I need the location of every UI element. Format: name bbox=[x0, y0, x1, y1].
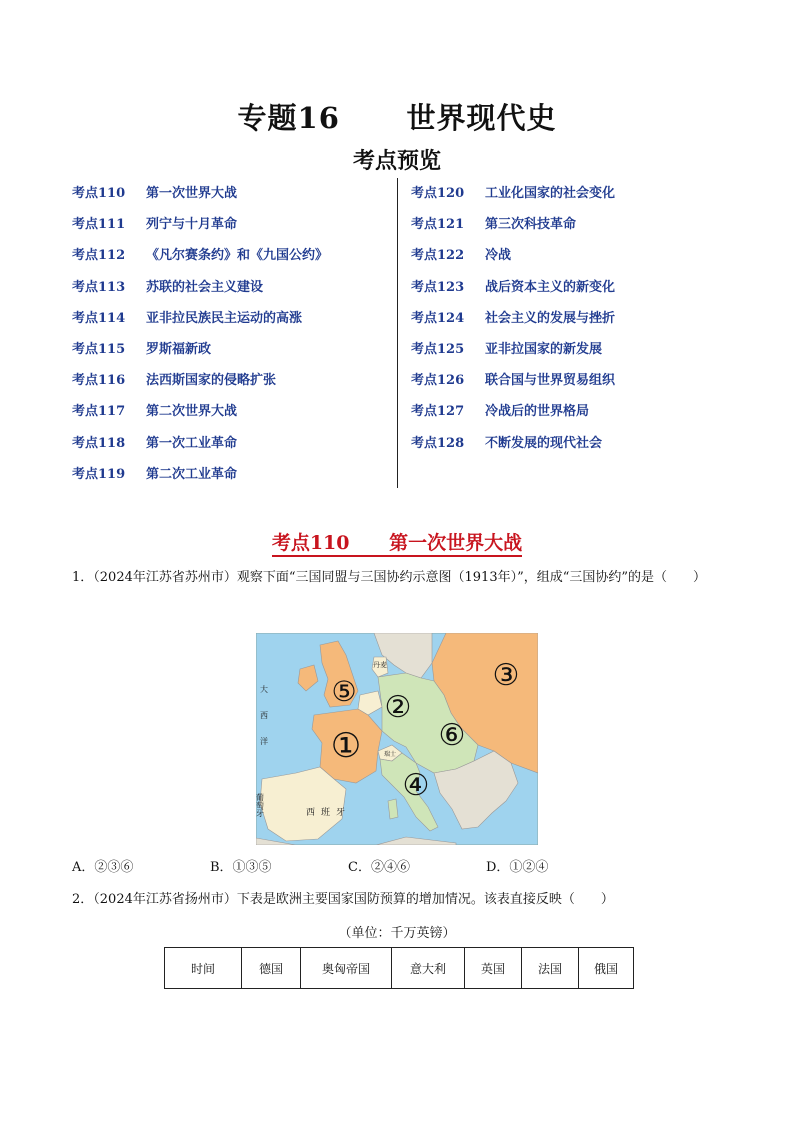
toc-label: 联合国与世界贸易组织 bbox=[485, 373, 616, 389]
table-header-row bbox=[165, 948, 634, 989]
toc-label: 第一次工业革命 bbox=[146, 435, 238, 451]
toc-label: 第三次科技革命 bbox=[485, 217, 577, 233]
toc-label: 社会主义的发展与挫折 bbox=[485, 310, 616, 326]
map-marker-6: ⑥ bbox=[438, 718, 466, 753]
table-header-cell: 法国 bbox=[522, 948, 579, 989]
toc-divider bbox=[397, 178, 398, 488]
toc-item[interactable] bbox=[411, 428, 615, 459]
toc-label: 冷战后的世界格局 bbox=[485, 404, 590, 420]
toc-item[interactable] bbox=[72, 428, 328, 459]
toc-code: 考点122 bbox=[411, 248, 465, 264]
toc-code: 考点125 bbox=[411, 341, 465, 357]
toc-item[interactable] bbox=[411, 209, 615, 240]
toc-item[interactable] bbox=[411, 178, 615, 209]
toc-code: 考点119 bbox=[72, 466, 126, 482]
table-header-cell: 时间 bbox=[165, 948, 242, 989]
toc-item[interactable] bbox=[411, 272, 615, 303]
toc-item[interactable] bbox=[72, 240, 328, 271]
question-2-text: 2．（2024年江苏省扬州市）下表是欧洲主要国家国防预算的增加情况。该表直接反映（ ） bbox=[72, 892, 614, 907]
table-header-cell: 德国 bbox=[242, 948, 301, 989]
toc-item[interactable] bbox=[72, 396, 328, 427]
toc-item[interactable] bbox=[72, 459, 328, 490]
toc-label: 第二次世界大战 bbox=[146, 404, 238, 420]
table-header-cell: 英国 bbox=[465, 948, 522, 989]
toc-code: 考点126 bbox=[411, 373, 465, 389]
toc-code: 考点118 bbox=[72, 435, 126, 451]
section-heading bbox=[0, 528, 794, 555]
toc-item[interactable] bbox=[411, 396, 615, 427]
table-header-cell: 意大利 bbox=[392, 948, 465, 989]
toc-left-column bbox=[72, 178, 328, 490]
toc-code: 考点121 bbox=[411, 217, 465, 233]
toc-label: 苏联的社会主义建设 bbox=[146, 279, 264, 295]
toc-code: 考点113 bbox=[72, 279, 126, 295]
page-subtitle: 考点预览 bbox=[352, 148, 441, 174]
toc-code: 考点117 bbox=[72, 404, 126, 420]
section-heading-text: 考点110 第一次世界大战 bbox=[272, 532, 522, 557]
toc-label: 冷战 bbox=[485, 248, 512, 264]
option-a[interactable]: A．②③⑥ bbox=[72, 860, 134, 875]
option-b[interactable]: B．①③⑤ bbox=[210, 860, 272, 875]
toc-code: 考点124 bbox=[411, 310, 465, 326]
toc-label: 战后资本主义的新变化 bbox=[485, 279, 616, 295]
map-marker-1: ① bbox=[330, 726, 362, 766]
toc-item[interactable] bbox=[411, 334, 615, 365]
toc-label: 工业化国家的社会变化 bbox=[485, 186, 616, 201]
toc-item[interactable] bbox=[72, 365, 328, 396]
toc-code: 考点127 bbox=[411, 404, 465, 420]
toc-code: 考点120 bbox=[411, 186, 465, 201]
table-header-cell: 奥匈帝国 bbox=[301, 948, 392, 989]
map-marker-5: ⑤ bbox=[331, 675, 357, 708]
toc-label: 亚非拉民族民主运动的高涨 bbox=[146, 310, 303, 326]
table-unit: （单位：千万英镑） bbox=[338, 926, 456, 941]
toc-code: 考点111 bbox=[72, 217, 126, 233]
question-1-text: 1．（2024年江苏省苏州市）观察下面“三国同盟与三国协约示意图（1913年）”，组成“三国协约”的是（ ） bbox=[72, 570, 707, 585]
toc-item[interactable] bbox=[411, 303, 615, 334]
toc-item[interactable] bbox=[72, 303, 328, 334]
toc-label: 法西斯国家的侵略扩张 bbox=[146, 373, 277, 389]
toc-label: 罗斯福新政 bbox=[146, 341, 212, 357]
toc-item[interactable] bbox=[72, 334, 328, 365]
toc-label: 《凡尔赛条约》和《九国公约》 bbox=[146, 248, 329, 264]
map-label-spain: 西班牙 bbox=[306, 808, 352, 818]
toc-label: 不断发展的现代社会 bbox=[485, 435, 603, 451]
toc-code: 考点110 bbox=[72, 186, 126, 201]
toc-code: 考点115 bbox=[72, 341, 126, 357]
toc-code: 考点128 bbox=[411, 435, 465, 451]
page-title: 专题16 世界现代史 bbox=[237, 101, 557, 135]
map-marker-3: ③ bbox=[492, 658, 520, 693]
toc-item[interactable] bbox=[411, 240, 615, 271]
toc-label: 第一次世界大战 bbox=[146, 186, 238, 201]
map-label-atlantic: 大西洋 bbox=[259, 685, 269, 763]
toc-item[interactable] bbox=[72, 178, 328, 209]
toc-label: 亚非拉国家的新发展 bbox=[485, 341, 603, 357]
option-c[interactable]: C．②④⑥ bbox=[348, 860, 410, 875]
question-1-options bbox=[72, 856, 624, 875]
toc-code: 考点123 bbox=[411, 279, 465, 295]
table-header-cell: 俄国 bbox=[579, 948, 634, 989]
map-label-switzerland: 瑞士 bbox=[383, 751, 397, 758]
toc-label: 第二次工业革命 bbox=[146, 466, 238, 482]
map-marker-2: ② bbox=[384, 690, 412, 725]
toc-code: 考点112 bbox=[72, 248, 126, 264]
defense-budget-table bbox=[164, 947, 634, 989]
map-label-portugal: 葡萄牙 bbox=[256, 793, 265, 817]
toc-item[interactable] bbox=[411, 365, 615, 396]
toc-code: 考点114 bbox=[72, 310, 126, 326]
toc-code: 考点116 bbox=[72, 373, 126, 389]
map-label-denmark: 丹麦 bbox=[373, 661, 387, 669]
map-region-sardinia bbox=[388, 799, 398, 819]
option-d[interactable]: D．①②④ bbox=[486, 860, 549, 875]
toc-item[interactable] bbox=[72, 272, 328, 303]
toc-right-column bbox=[411, 178, 615, 459]
europe-alliance-map bbox=[256, 633, 538, 845]
map-marker-4: ④ bbox=[402, 768, 430, 803]
toc-label: 列宁与十月革命 bbox=[146, 217, 238, 233]
toc-item[interactable] bbox=[72, 209, 328, 240]
